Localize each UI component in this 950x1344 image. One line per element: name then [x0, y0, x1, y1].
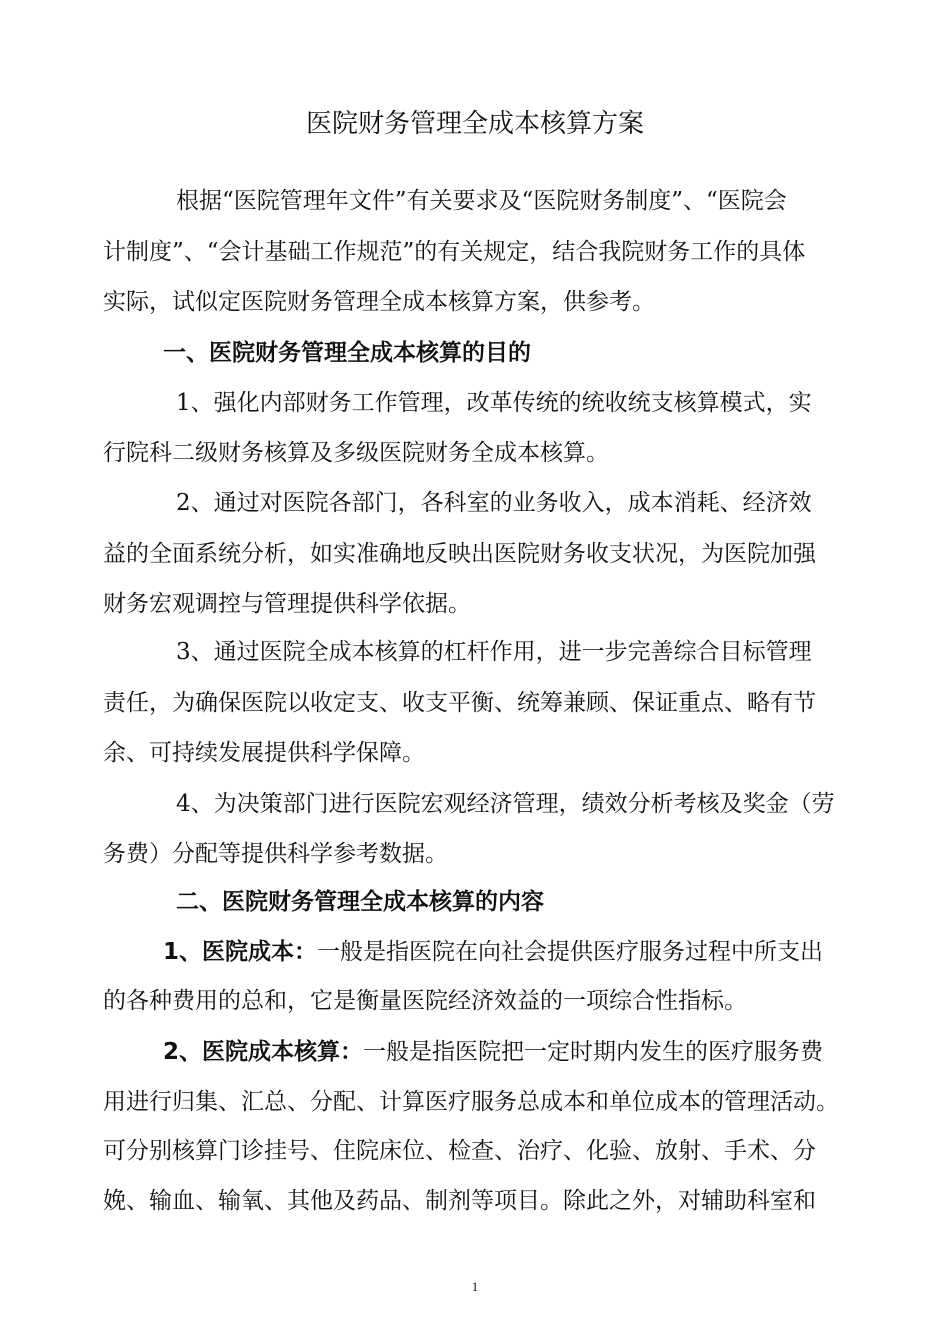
- intro-line-1: 根据“医院管理年文件”有关要求及“医院财务制度”、“医院会: [176, 188, 787, 214]
- section-heading-purpose: 一、医院财务管理全成本核算的目的: [163, 340, 531, 366]
- content-item-2-line-2: 用进行归集、汇总、分配、计算医疗服务总成本和单位成本的管理活动。: [103, 1089, 839, 1115]
- content-item-2-line-4: 娩、输血、输氧、其他及药品、制剂等项目。除此之外，对辅助科室和: [103, 1188, 816, 1214]
- content-item-1-line-1: [163, 937, 823, 967]
- purpose-item-4-line-1: 4、为决策部门进行医院宏观经济管理，绩效分析考核及奖金（劳: [176, 791, 835, 817]
- content-item-2-line-3: 可分别核算门诊挂号、住院床位、检查、治疗、化验、放射、手术、分: [103, 1138, 816, 1164]
- content-item-2-term: 2、医院成本核算：: [163, 1039, 364, 1065]
- content-item-1-line-2: 的各种费用的总和，它是衡量医院经济效益的一项综合性指标。: [103, 988, 747, 1014]
- purpose-item-3-line-2: 责任，为确保医院以收定支、收支平衡、统筹兼顾、保证重点、略有节: [103, 690, 816, 716]
- content-item-2-text: 一般是指医院把一定时期内发生的医疗服务费: [363, 1039, 824, 1065]
- purpose-item-3-line-1: 3、通过医院全成本核算的杠杆作用，进一步完善综合目标管理: [176, 639, 812, 665]
- section-heading-content: 二、医院财务管理全成本核算的内容: [176, 889, 544, 915]
- purpose-item-2-line-3: 财务宏观调控与管理提供科学依据。: [103, 591, 471, 617]
- purpose-item-3-line-3: 余、可持续发展提供科学保障。: [103, 740, 425, 766]
- content-item-1-text: 一般是指医院在向社会提供医疗服务过程中所支出: [317, 939, 824, 965]
- purpose-item-1-line-2: 行院科二级财务核算及多级医院财务全成本核算。: [103, 440, 609, 466]
- intro-line-3: 实际，试似定医院财务管理全成本核算方案，供参考。: [103, 289, 655, 315]
- purpose-item-1-line-1: 1、强化内部财务工作管理，改革传统的统收统支核算模式，实: [176, 390, 812, 416]
- intro-line-2: 计制度”、“会计基础工作规范”的有关规定，结合我院财务工作的具体: [103, 239, 806, 265]
- content-item-2-line-1: [163, 1037, 823, 1067]
- page-number: 1: [471, 1279, 479, 1294]
- purpose-item-2-line-1: 2、通过对医院各部门，各科室的业务收入，成本消耗、经济效: [176, 490, 812, 516]
- purpose-item-2-line-2: 益的全面系统分析，如实准确地反映出医院财务收支状况，为医院加强: [103, 541, 816, 567]
- purpose-item-4-line-2: 务费）分配等提供科学参考数据。: [103, 841, 448, 867]
- content-item-1-term: 1、医院成本：: [163, 939, 318, 965]
- document-title: 医院财务管理全成本核算方案: [305, 109, 644, 139]
